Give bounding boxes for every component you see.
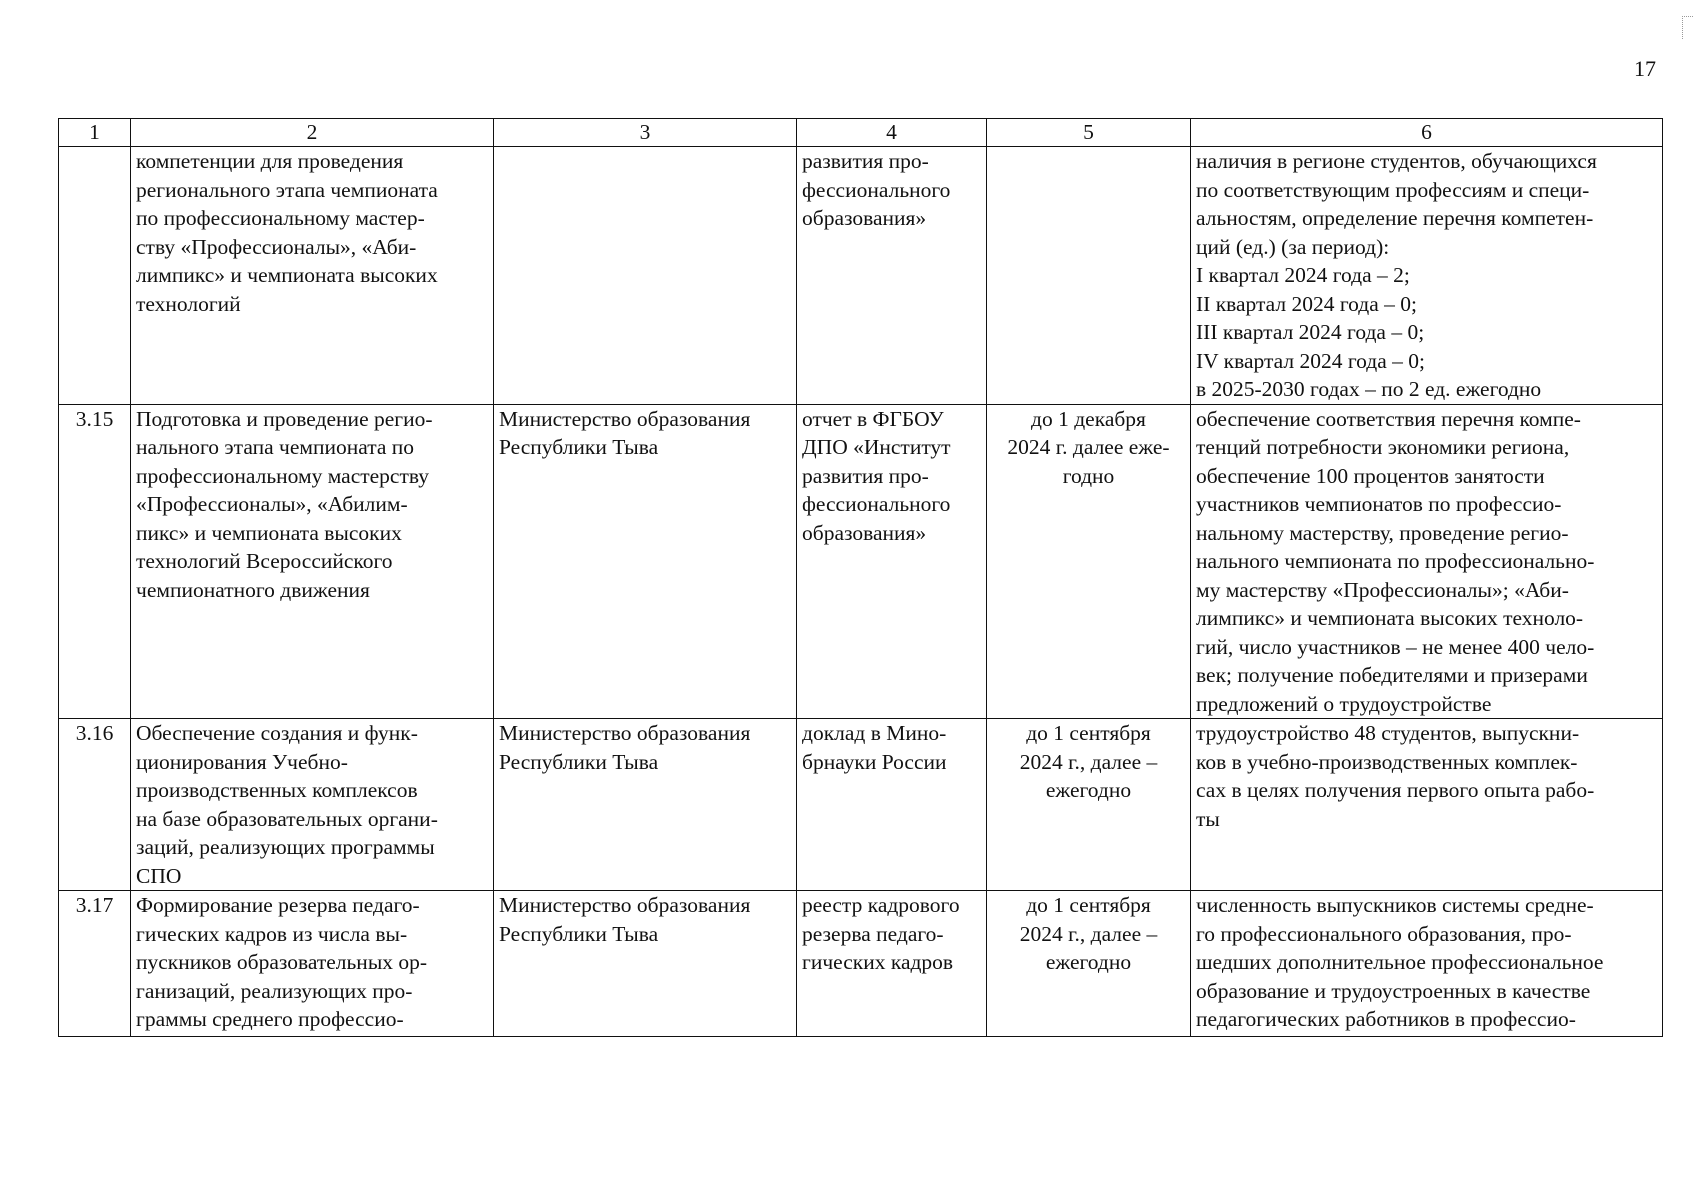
deadline-cell: до 1 сентября 2024 г., далее – ежегодно	[987, 891, 1191, 1037]
column-header: 6	[1191, 119, 1663, 147]
column-header: 5	[987, 119, 1191, 147]
action-cell: Формирование резерва педаго- гических кадров из числа вы- пускников образовательных ор- ганизаций, реализующих про- граммы среднего профессио-	[131, 891, 494, 1037]
indicator-cell: трудоустройство 48 студентов, выпускни- ков в учебно-производственных комплек- сах в целях получения первого опыта рабо- ты	[1191, 719, 1663, 891]
indicator-cell: наличия в регионе студентов, обучающихся по соответствующим профессиям и специ- альностям, определение перечня компетен- ций (ед.) (за период): I квартал 2024 года – 2; II квартал 2024 года – 0; III квартал 2024 года – 0; IV квартал 2024 года – 0; в 2025-2030 годах – по 2 ед. ежегодно	[1191, 147, 1663, 405]
table-row	[59, 147, 1663, 405]
action-cell: Подготовка и проведение регио- нального этапа чемпионата по профессиональному мастерству «Профессионалы», «Абилим- пикс» и чемпионата высоких технологий Всероссийского чемпионатного движения	[131, 404, 494, 719]
responsible-cell: Министерство образования Республики Тыва	[494, 891, 797, 1037]
action-cell: компетенции для проведения регионального этапа чемпионата по профессиональному мастер- ству «Профессионалы», «Аби- лимпикс» и чемпионата высоких технологий	[131, 147, 494, 405]
table-row	[59, 404, 1663, 719]
responsible-cell: Министерство образования Республики Тыва	[494, 719, 797, 891]
table-row	[59, 719, 1663, 891]
table-row	[59, 891, 1663, 1037]
responsible-cell	[494, 147, 797, 405]
page-number: 17	[1634, 56, 1656, 81]
deadline-cell	[987, 147, 1191, 405]
result-cell: отчет в ФГБОУ ДПО «Институт развития про- фессионального образования»	[797, 404, 987, 719]
result-cell: развития про- фессионального образования»	[797, 147, 987, 405]
indicator-cell: численность выпускников системы средне- го профессионального образования, про- шедших дополнительное профессиональное образование и трудоустроенных в качестве педагогических работников в профессио-	[1191, 891, 1663, 1037]
column-number-row	[59, 119, 1663, 147]
column-header: 4	[797, 119, 987, 147]
item-number: 3.17	[59, 891, 131, 1037]
item-number	[59, 147, 131, 405]
action-cell: Обеспечение создания и функ- ционирования Учебно- производственных комплексов на базе образовательных органи- заций, реализующих программы СПО	[131, 719, 494, 891]
measures-table	[58, 118, 1663, 1037]
deadline-cell: до 1 сентября 2024 г., далее – ежегодно	[987, 719, 1191, 891]
column-header: 1	[59, 119, 131, 147]
responsible-cell: Министерство образования Республики Тыва	[494, 404, 797, 719]
column-header: 2	[131, 119, 494, 147]
item-number: 3.15	[59, 404, 131, 719]
indicator-cell: обеспечение соответствия перечня компе- тенций потребности экономики региона, обеспечение 100 процентов занятости участников чемпионатов по профессио- нальному мастерству, проведение регио- нального чемпионата по профессионально- му мастерству «Профессионалы»; «Аби- лимпикс» и чемпионата высоких техноло- гий, число участников – не менее 400 чело- век; получение победителями и призерами предложений о трудоустройстве	[1191, 404, 1663, 719]
scan-artifact	[1682, 16, 1693, 39]
deadline-cell: до 1 декабря 2024 г. далее еже- годно	[987, 404, 1191, 719]
result-cell: реестр кадрового резерва педаго- гических кадров	[797, 891, 987, 1037]
column-header: 3	[494, 119, 797, 147]
result-cell: доклад в Мино- брнауки России	[797, 719, 987, 891]
item-number: 3.16	[59, 719, 131, 891]
